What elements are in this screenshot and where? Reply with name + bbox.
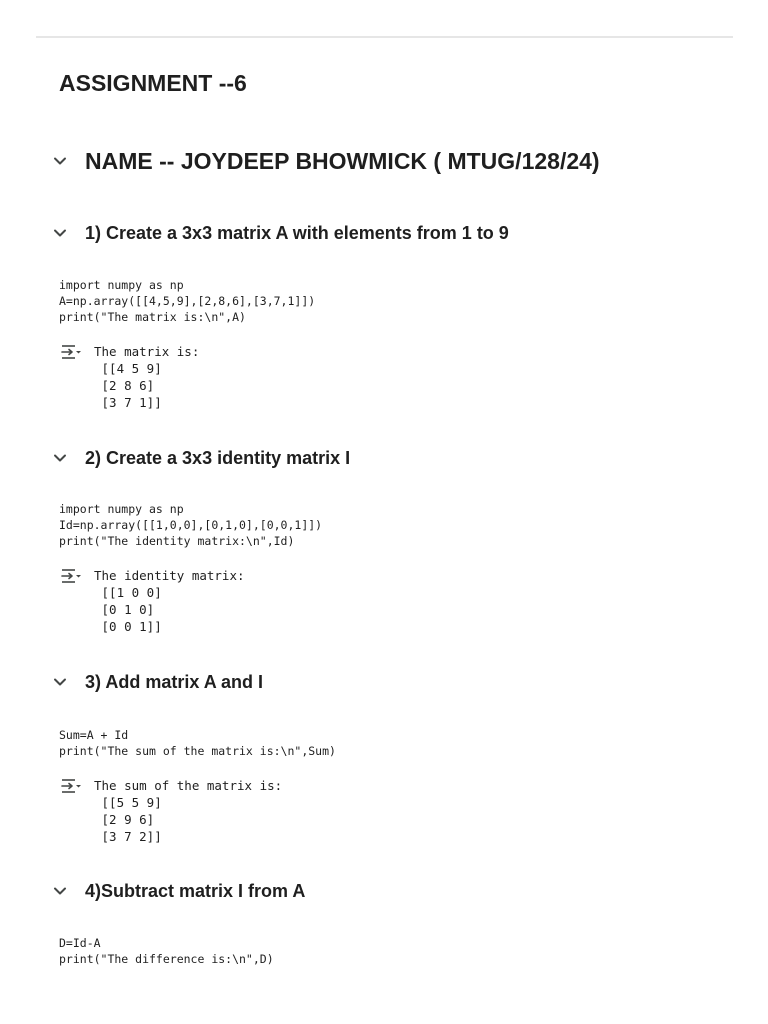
code-cell[interactable]: import numpy as np A=np.array([[4,5,9],[2,8,6],[3,7,1]]) print("The matrix is:\n",A) — [59, 278, 316, 324]
chevron-down-icon[interactable] — [53, 667, 85, 697]
section-heading-text: NAME -- JOYDEEP BHOWMICK ( MTUG/128/24) — [85, 147, 600, 174]
top-divider — [36, 36, 733, 38]
section-heading-text: 2) Create a 3x3 identity matrix I — [85, 447, 351, 468]
output-text: The sum of the matrix is: [[5 5 9] [2 9 6] [3 7 2]] — [94, 778, 283, 844]
output-area — [59, 777, 282, 845]
output-toggle-icon[interactable] — [59, 777, 83, 795]
output-text: The matrix is: [[4 5 9] [2 8 6] [3 7 1]] — [94, 344, 200, 410]
page-title: ASSIGNMENT --6 — [59, 70, 247, 96]
code-cell[interactable]: Sum=A + Id print("The sum of the matrix is:\n",Sum) — [59, 728, 336, 758]
output-area — [59, 343, 199, 411]
section-heading-name[interactable] — [53, 146, 600, 176]
output-toggle-icon[interactable] — [59, 343, 83, 361]
section-heading-text: 3) Add matrix A and I — [85, 671, 264, 692]
section-heading-2[interactable] — [53, 443, 350, 473]
section-heading-4[interactable] — [53, 876, 305, 906]
section-heading-1[interactable] — [53, 218, 509, 248]
chevron-down-icon[interactable] — [53, 876, 85, 906]
code-cell[interactable]: D=Id-A print("The difference is:\n",D) — [59, 936, 274, 966]
chevron-down-icon[interactable] — [53, 218, 85, 248]
output-area — [59, 567, 245, 635]
output-toggle-icon[interactable] — [59, 567, 83, 585]
section-heading-3[interactable] — [53, 667, 263, 697]
output-text: The identity matrix: [[1 0 0] [0 1 0] [0 0 1]] — [94, 568, 245, 634]
code-cell[interactable]: import numpy as np Id=np.array([[1,0,0],[0,1,0],[0,0,1]]) print("The identity matrix:\n",Id) — [59, 502, 323, 548]
section-heading-text: 1) Create a 3x3 matrix A with elements from 1 to 9 — [85, 222, 509, 243]
chevron-down-icon[interactable] — [53, 443, 85, 473]
section-heading-text: 4)Subtract matrix I from A — [85, 880, 306, 901]
chevron-down-icon[interactable] — [53, 146, 85, 176]
